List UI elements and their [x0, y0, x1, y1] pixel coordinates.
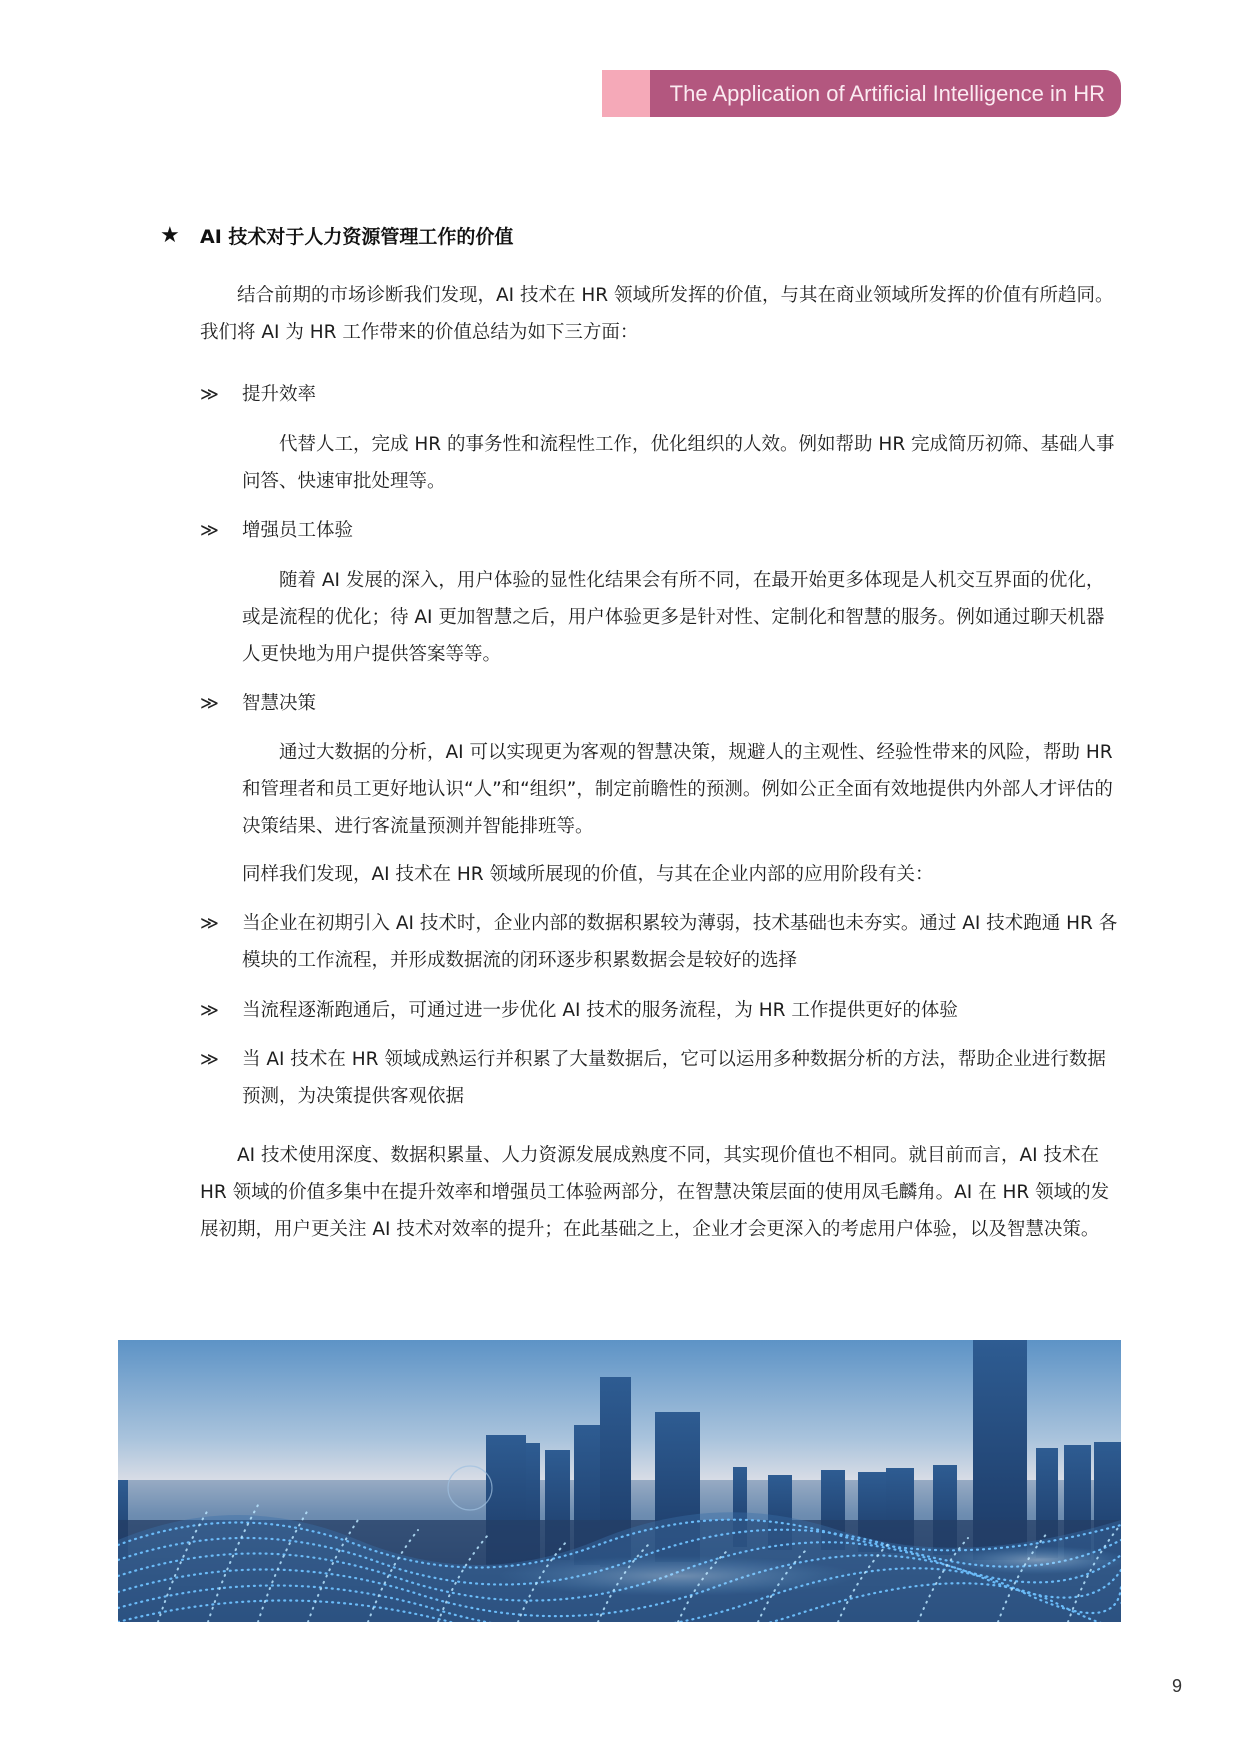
section-title: AI 技术对于人力资源管理工作的价值: [200, 226, 514, 248]
header-accent-block: [602, 70, 650, 117]
double-chevron-right-icon: ≫: [200, 1000, 219, 1021]
stage-item-2: [200, 992, 1122, 1029]
header-title-bar: [650, 70, 1121, 117]
value-heading: 提升效率: [242, 384, 317, 405]
stage-text: 当流程逐渐跑通后，可通过进一步优化 AI 技术的服务流程，为 HR 工作提供更好的体验: [242, 1000, 958, 1021]
value-item-decision: [200, 685, 1122, 722]
value-body-efficiency: [200, 426, 1122, 500]
value-heading: 增强员工体验: [242, 520, 354, 541]
value-description: 通过大数据的分析，AI 可以实现更为客观的智慧决策，规避人的主观性、经验性带来的风险，帮助 HR 和管理者和员工更好地认识“人”和“组织”，制定前瞻性的预测。例如公正全面有效地提供内外部人才评估的决策结果、进行客流量预测并智能排班等。: [242, 742, 1113, 837]
page-number: 9: [1172, 1676, 1183, 1696]
stage-item-1: [200, 905, 1122, 979]
value-body-experience: [200, 562, 1122, 673]
stage-item-3: [200, 1041, 1122, 1115]
value-heading: 智慧决策: [242, 693, 317, 714]
stages-intro: 同样我们发现，AI 技术在 HR 领域所展现的价值，与其在企业内部的应用阶段有关：: [242, 864, 934, 885]
value-description: 随着 AI 发展的深入，用户体验的显性化结果会有所不同，在最开始更多体现是人机交互界面的优化，或是流程的优化；待 AI 更加智慧之后，用户体验更多是针对性、定制化和智慧的服务。例如通过聊天机器人更快地为用户提供答案等等。: [242, 570, 1105, 665]
value-item-efficiency: [200, 376, 1122, 413]
double-chevron-right-icon: ≫: [200, 1049, 219, 1070]
conclusion-block: [200, 1137, 1122, 1248]
double-chevron-right-icon: ≫: [200, 693, 219, 714]
header-title: The Application of Artificial Intelligence in HR: [669, 80, 1105, 106]
double-chevron-right-icon: ≫: [200, 520, 219, 541]
section-heading: [160, 222, 513, 249]
stages-intro-block: [200, 856, 1122, 893]
value-item-experience: [200, 512, 1122, 549]
intro-paragraph: 结合前期的市场诊断我们发现，AI 技术在 HR 领域所发挥的价值，与其在商业领域所发挥的价值有所趋同。我们将 AI 为 HR 工作带来的价值总结为如下三方面：: [200, 285, 1114, 343]
star-icon: ★: [160, 223, 180, 248]
double-chevron-right-icon: ≫: [200, 384, 219, 405]
value-body-decision: [200, 734, 1122, 845]
conclusion-paragraph: AI 技术使用深度、数据积累量、人力资源发展成熟度不同，其实现价值也不相同。就目前而言，AI 技术在 HR 领域的价值多集中在提升效率和增强员工体验两部分，在智慧决策层面的使用凤毛麟角。AI 在 HR 领域的发展初期，用户更关注 AI 技术对效率的提升；在此基础之上，企业才会更深入的考虑用户体验，以及智慧决策。: [200, 1145, 1110, 1240]
city-skyline-image: [118, 1340, 1121, 1622]
value-description: 代替人工，完成 HR 的事务性和流程性工作，优化组织的人效。例如帮助 HR 完成简历初筛、基础人事问答、快速审批处理等。: [242, 434, 1115, 492]
stage-text: 当企业在初期引入 AI 技术时，企业内部的数据积累较为薄弱，技术基础也未夯实。通过 AI 技术跑通 HR 各模块的工作流程，并形成数据流的闭环逐步积累数据会是较好的选择: [242, 913, 1118, 971]
intro-block: [200, 277, 1122, 351]
double-chevron-right-icon: ≫: [200, 913, 219, 934]
running-header: [602, 70, 1121, 117]
stage-text: 当 AI 技术在 HR 领域成熟运行并积累了大量数据后，它可以运用多种数据分析的方法，帮助企业进行数据预测，为决策提供客观依据: [242, 1049, 1106, 1107]
